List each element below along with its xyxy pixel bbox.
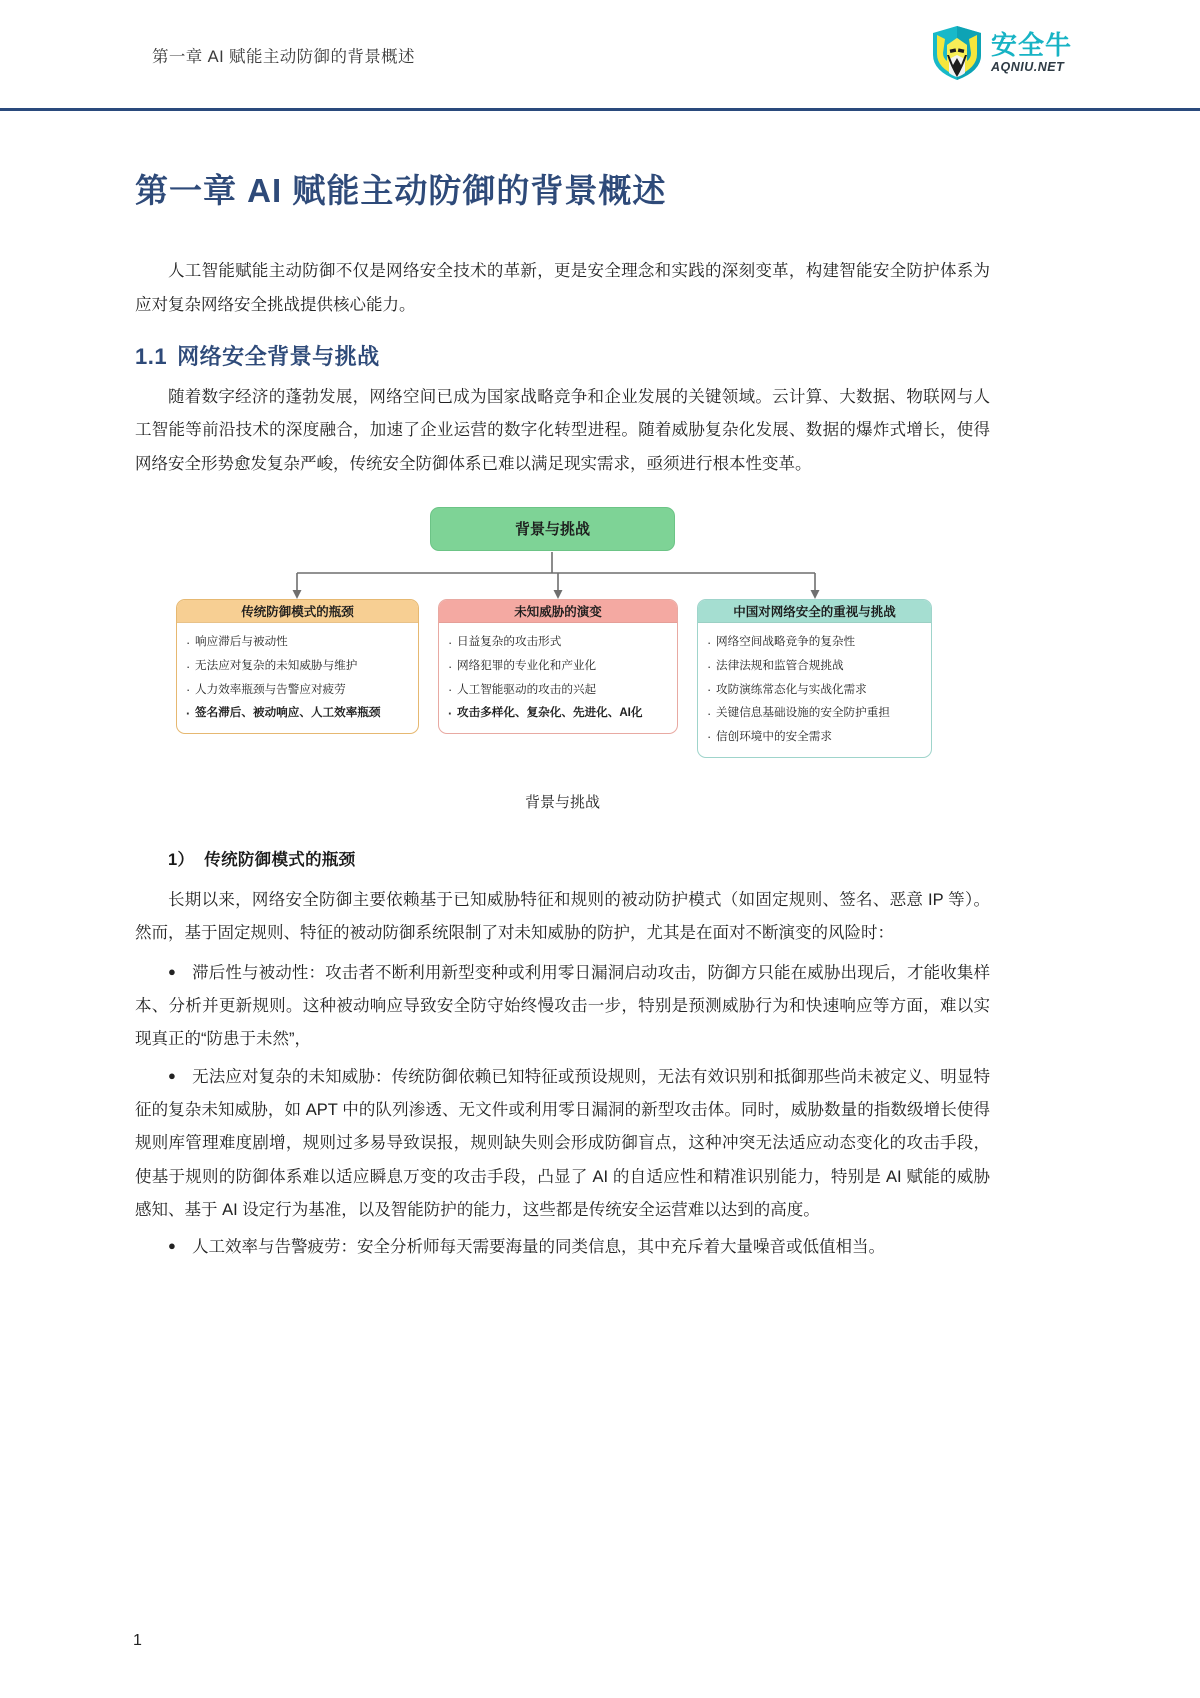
logo-text-en: AQNIU.NET [990, 60, 1065, 75]
branch-header-label: 未知威胁的演变 [439, 600, 677, 623]
diagram-root-node: 背景与挑战 [430, 507, 675, 551]
branch-item-list [698, 623, 931, 757]
branch-list-item: · 响应滞后与被动性 [186, 631, 412, 655]
page-header [0, 0, 1200, 110]
logo-text-cn: 安全牛 [990, 30, 1072, 61]
diagram-branch-traditional-defense [176, 599, 419, 735]
brand-logo [931, 25, 1072, 81]
subsection-heading [135, 846, 990, 870]
document-content [135, 170, 990, 1269]
bullet-list-item [135, 1231, 990, 1264]
bullet-text: 滞后性与被动性：攻击者不断利用新型变种或利用零日漏洞启动攻击，防御方只能在威胁出现后，才能收集样本、分析并更新规则。这种被动响应导致安全防守始终慢攻击一步，特别是预测威胁行为和快速响应等方面，难以实现真正的“防患于未然”， [135, 963, 990, 1049]
branch-list-item: · 关键信息基础设施的安全防护重担 [707, 702, 925, 726]
page-number: 1 [133, 1632, 142, 1649]
subsection-lead-paragraph: 长期以来，网络安全防御主要依赖基于已知威胁特征和规则的被动防护模式（如固定规则、签名、恶意 IP 等）。然而，基于固定规则、特征的被动防御系统限制了对未知威胁的防护，尤其是在面对不断演变的风险时： [135, 890, 990, 943]
branch-list-item: · 人工智能驱动的攻击的兴起 [448, 678, 671, 702]
bullet-dot-icon: ● [168, 1067, 176, 1083]
running-header-title: 第一章 AI 赋能主动防御的背景概述 [152, 48, 415, 66]
bullet-list-item [135, 1061, 990, 1228]
branch-header-label: 传统防御模式的瓶颈 [177, 600, 418, 623]
branch-list-item: · 日益复杂的攻击形式 [448, 631, 671, 655]
bullet-dot-icon: ● [168, 963, 176, 979]
branch-list-item: · 攻防演练常态化与实战化需求 [707, 678, 925, 702]
bullet-text: 人工效率与告警疲劳：安全分析师每天需要海量的同类信息，其中充斥着大量噪音或低值相当。 [192, 1238, 886, 1257]
branch-list-item: · 网络空间战略竞争的复杂性 [707, 631, 925, 655]
subsection-bullet-list [135, 957, 990, 1265]
bullet-text: 无法应对复杂的未知威胁：传统防御依赖已知特征或预设规则，无法有效识别和抵御那些尚未被定义、明显特征的复杂未知威胁，如 APT 中的队列渗透、无文件或利用零日漏洞的新型攻击体。同时，威胁数量的指数级增长使得规则库管理难度剧增，规则过多易导致误报，规则缺失则会形成防御盲点，这种冲突无法适应动态变化的攻击手段，使基于规则的防御体系难以适应瞬息万变的攻击手段，凸显了 AI 的自适应性和精准识别能力，特别是 AI 赋能的威胁感知、基于 AI 设定行为基准，以及智能防护的能力，这些都是传统安全运营难以达到的高度。 [135, 1067, 990, 1219]
branch-list-item: · 网络犯罪的专业化和产业化 [448, 655, 671, 679]
branch-list-item: · 信创环境中的安全需求 [707, 725, 925, 749]
section-number: 1.1 [135, 343, 168, 369]
branch-list-item-summary: · 攻击多样化、复杂化、先进化、AI化 [448, 702, 671, 726]
page-title: 第一章 AI 赋能主动防御的背景概述 [135, 172, 667, 209]
shield-bull-logo-icon [931, 25, 983, 81]
branch-list-item: · 人力效率瓶颈与告警应对疲劳 [186, 678, 412, 702]
subsection-heading-text: 传统防御模式的瓶颈 [204, 850, 356, 869]
bullet-list-item [135, 957, 990, 1057]
bullet-dot-icon: ● [168, 1238, 176, 1254]
header-divider-rule [0, 108, 1200, 111]
branch-list-item-summary: · 签名滞后、被动响应、人工效率瓶颈 [186, 702, 412, 726]
branch-list-item: · 法律法规和监管合规挑战 [707, 655, 925, 679]
branch-header-label: 中国对网络安全的重视与挑战 [698, 600, 931, 623]
branch-list-item: · 无法应对复杂的未知威胁与维护 [186, 655, 412, 679]
section-paragraph: 随着数字经济的蓬勃发展，网络空间已成为国家战略竞争和企业发展的关键领域。云计算、大数据、物联网与人工智能等前沿技术的深度融合，加速了企业运营的数字化转型进程。随着威胁复杂化发展、数据的爆炸式增长，使得网络安全形势愈发复杂严峻，传统安全防御体系已难以满足现实需求，亟须进行根本性变革。 [135, 387, 990, 473]
branch-item-list [439, 623, 677, 734]
section-heading-text: 网络安全背景与挑战 [177, 343, 380, 369]
section-heading [135, 340, 990, 371]
background-challenges-diagram [135, 507, 990, 777]
diagram-caption: 背景与挑战 [524, 793, 600, 811]
intro-paragraph: 人工智能赋能主动防御不仅是网络安全技术的革新，更是安全理念和实践的深刻变革，构建智能安全防护体系为应对复杂网络安全挑战提供核心能力。 [135, 262, 990, 314]
branch-item-list [177, 623, 418, 734]
diagram-branch-china-cybersecurity [697, 599, 932, 758]
subsection-index: 1） [168, 850, 195, 869]
diagram-branch-unknown-threats [438, 599, 678, 735]
